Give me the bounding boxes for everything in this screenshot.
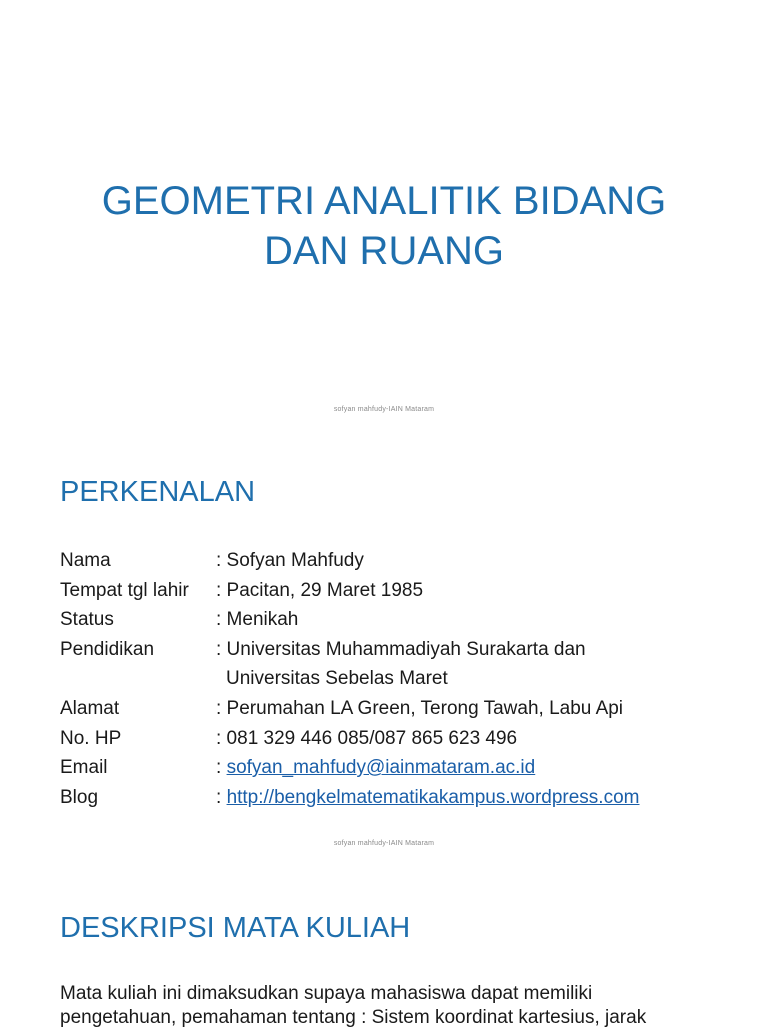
info-value: : Sofyan Mahfudy <box>216 550 364 571</box>
info-row-pendidikan-cont: Universitas Sebelas Maret <box>226 668 448 690</box>
info-row-nama <box>60 546 639 576</box>
slide-footer: sofyan mahfudy-IAIN Mataram <box>333 406 435 413</box>
slide-title-line1: GEOMETRI ANALITIK BIDANG <box>101 179 667 223</box>
slide-footer: sofyan mahfudy-IAIN Mataram <box>333 840 435 847</box>
title-slide <box>0 0 768 430</box>
info-row-status <box>60 605 639 635</box>
info-label: Tempat tgl lahir <box>60 579 189 601</box>
email-link[interactable]: sofyan_mahfudy@iainmataram.ac.id <box>226 757 536 779</box>
description-slide <box>0 850 768 1028</box>
description-line2: pengetahuan, pemahaman tentang : Sistem koordinat kartesius, jarak <box>60 1007 647 1028</box>
intro-slide <box>0 430 768 850</box>
info-value: : Pacitan, 29 Maret 1985 <box>216 579 424 601</box>
info-value-prefix: : <box>216 786 227 808</box>
description-body <box>60 982 720 1030</box>
info-label: Pendidikan <box>60 638 155 660</box>
info-label: Status <box>60 609 114 631</box>
slide-title-line2: DAN RUANG <box>263 229 505 273</box>
info-label: Alamat <box>60 697 120 719</box>
info-value-prefix: : <box>216 757 227 779</box>
info-row-pendidikan <box>60 635 639 665</box>
info-label: Email <box>60 757 108 779</box>
info-row-email <box>60 753 639 783</box>
info-label: No. HP <box>60 727 122 749</box>
info-value: : Perumahan LA Green, Terong Tawah, Labu Api <box>216 697 624 719</box>
blog-link[interactable]: http://bengkelmatematikakampus.wordpress.com <box>226 786 640 808</box>
info-label: Nama <box>60 550 111 571</box>
description-heading: DESKRIPSI MATA KULIAH <box>60 912 411 944</box>
info-value: : Menikah <box>216 609 299 631</box>
info-row-blog <box>60 783 639 813</box>
info-label: Blog <box>60 786 99 808</box>
description-line1: Mata kuliah ini dimaksudkan supaya mahasiswa dapat memiliki <box>60 983 593 1004</box>
info-row-tempat-tgl-lahir <box>60 576 639 606</box>
info-value <box>216 783 639 813</box>
intro-heading: PERKENALAN <box>60 476 256 508</box>
info-row-no-hp <box>60 724 639 754</box>
info-row-alamat <box>60 694 639 724</box>
info-value <box>216 753 639 783</box>
info-value: : 081 329 446 085/087 865 623 496 <box>216 727 518 749</box>
info-value: : Universitas Muhammadiyah Surakarta dan <box>216 638 586 660</box>
intro-info-list <box>60 546 639 812</box>
slide-title <box>0 176 768 276</box>
